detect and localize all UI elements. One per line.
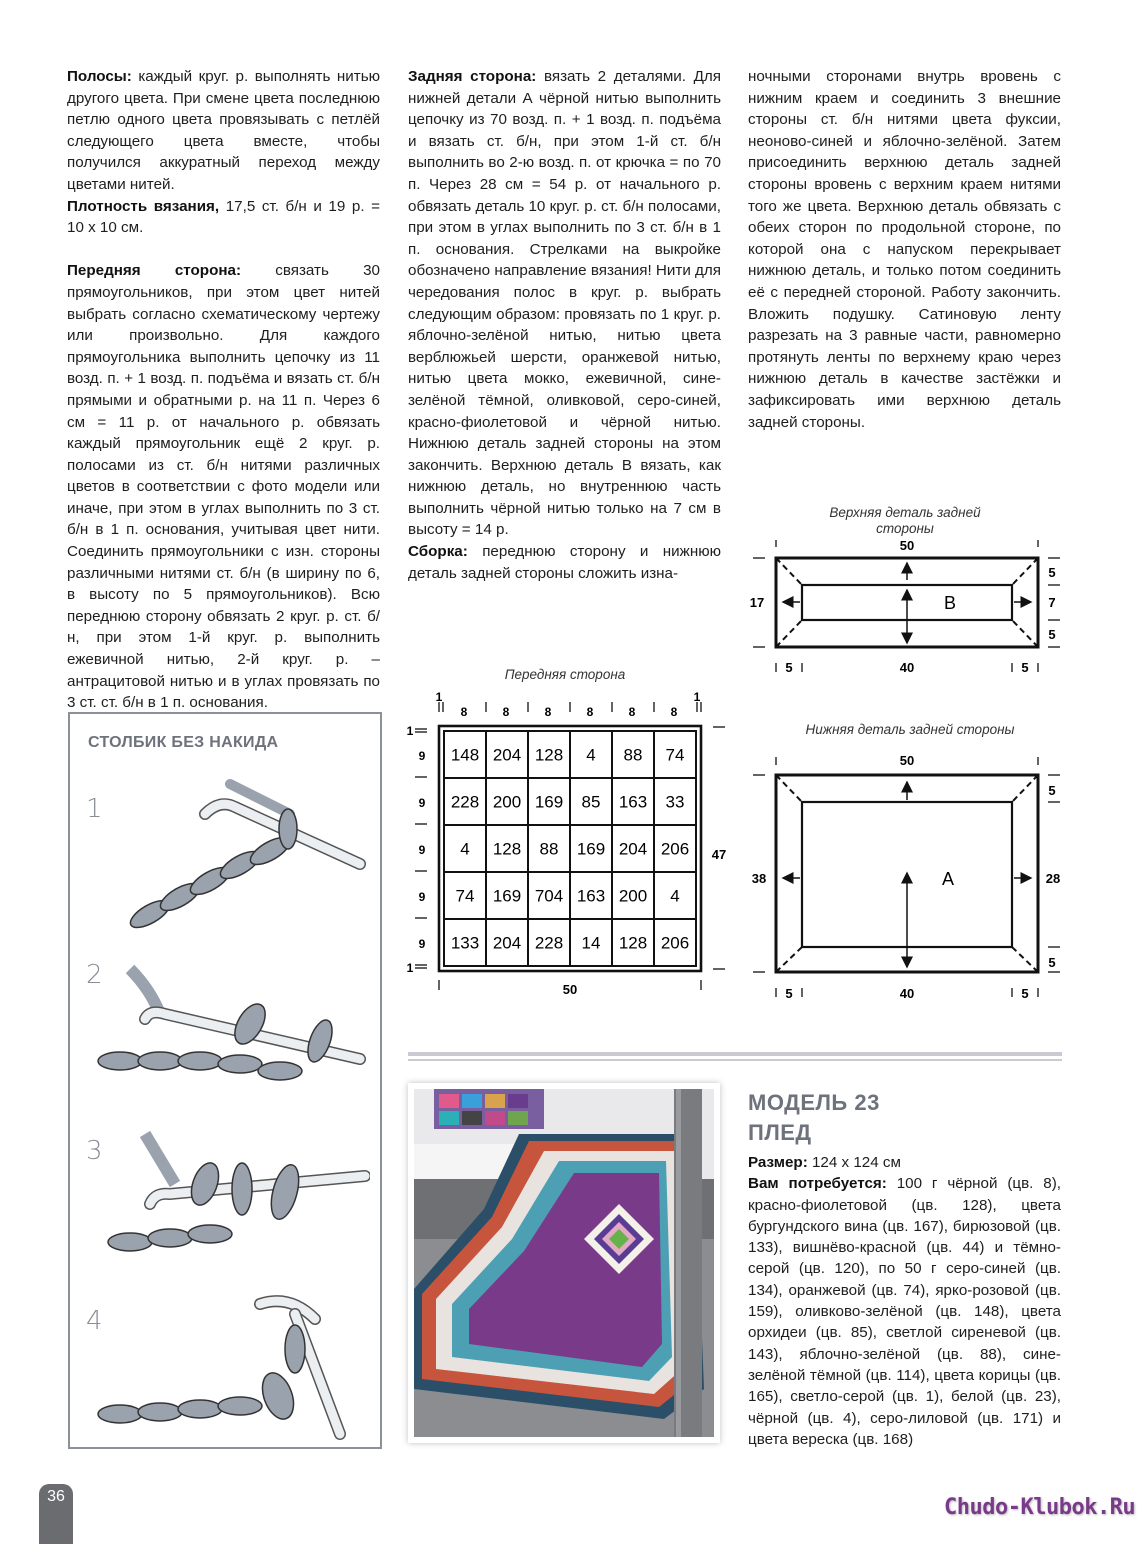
lower-back-dim: 5 bbox=[1048, 783, 1056, 798]
materials-text: 100 г чёрной (цв. 8), красно-фиолетовой (цв. 128), цвета бургундского вина (цв. 167), бирюзовой (цв. 133), вишнёво-красной (цв. 44) и тёмно-серой (цв. 120), по 50 г серо-синей (цв. 134), оранжевой (цв. 74), ярко-розовой (цв. 159), оливково-зелёной (цв. 148), цвета орхидеи (цв. 85), светлой сиреневой (цв. 143), яблочно-зелёной (цв. 88), сине-зелёной тёмной (цв. 114), цвета корицы (цв. 165), светло-серой (цв. 1), белой (цв. 23), чёрной (цв. 4), серо-лиловой (цв. 171) и цвета вереска (цв. 168) bbox=[748, 1175, 1061, 1448]
lower-back-caption: Нижняя деталь задней стороны bbox=[805, 722, 1015, 737]
grid-cell-color-code: 200 bbox=[492, 792, 522, 812]
grid-cell-color-code: 228 bbox=[450, 792, 480, 812]
grid-cell-color-code: 204 bbox=[492, 933, 522, 953]
edge-label: 1 bbox=[693, 690, 701, 704]
front-diagram-caption: Передняя сторона bbox=[504, 667, 626, 682]
instructions-column-2 bbox=[408, 66, 721, 584]
assembly-continued-text: ночными сторонами внутрь вровень с нижним краем и соединить 3 внешние стороны ст. б/н нитями цвета фуксии, неоново-синей и яблочно-зелёной. Затем присоединить верхнюю деталь задней стороны вровень с верхним краем нитями того же цвета. Верхнюю деталь обвязать с обеих сторон по продольной стороне, по которой она с напуском перекрывает нижнюю деталь, и только потом соединить её с передней стороной. Работу закончить. Вложить подушку. Сатиновую ленту разрезать на 3 равные части, равномерно протянуть ленты по верхнему краю через нижнюю деталь в качестве застёжки и зафиксировать ими верхнюю деталь задней стороны. bbox=[748, 68, 1061, 431]
lower-back-dim: 5 bbox=[1021, 986, 1029, 1001]
row-height-label: 9 bbox=[418, 796, 426, 810]
step-2-illustration bbox=[90, 949, 370, 1099]
lower-back-dim: 5 bbox=[785, 986, 793, 1001]
materials-label: Вам потребуется: bbox=[748, 1175, 887, 1193]
front-side-label: Передняя сторона: bbox=[67, 262, 242, 280]
blanket-photo-image bbox=[414, 1089, 714, 1437]
model-name: ПЛЕД bbox=[748, 1120, 812, 1145]
column-width-label: 8 bbox=[460, 705, 468, 719]
grid-cell-color-code: 163 bbox=[576, 886, 606, 906]
upper-back-caption-line2: стороны bbox=[876, 521, 934, 536]
lower-back-dim: 40 bbox=[899, 986, 915, 1001]
grid-cell-color-code: 206 bbox=[660, 839, 690, 859]
grid-cell-color-code: 128 bbox=[492, 839, 522, 859]
model-heading bbox=[748, 1088, 880, 1148]
grid-cell-color-code: 200 bbox=[618, 886, 648, 906]
column-width-label: 8 bbox=[586, 705, 594, 719]
edge-label: 1 bbox=[406, 724, 414, 738]
lower-back-diagram bbox=[745, 745, 1075, 1005]
stitch-box-title: СТОЛБИК БЕЗ НАКИДА bbox=[88, 734, 279, 751]
step-number: 1 bbox=[86, 794, 103, 824]
grid-cell-color-code: 169 bbox=[576, 839, 606, 859]
back-side-label: Задняя сторона: bbox=[408, 68, 537, 85]
assembly-label: Сборка: bbox=[408, 543, 468, 561]
back-side-paragraph bbox=[408, 66, 721, 541]
grid-cell-color-code: 148 bbox=[450, 745, 480, 765]
upper-back-width: 50 bbox=[899, 538, 915, 553]
row-height-label: 9 bbox=[418, 890, 426, 904]
grid-cell-color-code: 33 bbox=[665, 792, 685, 812]
stripes-label: Полосы: bbox=[67, 68, 132, 85]
lower-back-width: 50 bbox=[899, 753, 915, 768]
edge-label: 1 bbox=[435, 690, 443, 704]
column-width-label: 8 bbox=[670, 705, 678, 719]
gauge-text: 17,5 ст. б/н и 19 р. = 10 х 10 см. bbox=[67, 197, 381, 237]
column-width-label: 8 bbox=[544, 705, 552, 719]
grid-cell-color-code: 14 bbox=[581, 933, 601, 953]
grid-cell-color-code: 169 bbox=[492, 886, 522, 906]
row-height-label: 9 bbox=[418, 843, 426, 857]
step-number: 3 bbox=[86, 1136, 103, 1166]
size-line bbox=[748, 1152, 1061, 1173]
stripes-paragraph bbox=[67, 66, 380, 196]
stripes-text: каждый круг. р. выполнять нитью другого цвета. При смене цвета последнюю петлю одного цвета провязывать с петлёй следующего цвета вместе, чтобы получился аккуратный переход между цветами нитей. bbox=[67, 68, 380, 193]
grid-cell-color-code: 128 bbox=[618, 933, 648, 953]
grid-cell-color-code: 128 bbox=[534, 745, 564, 765]
size-label: Размер: bbox=[748, 1154, 808, 1171]
step-3-illustration bbox=[90, 1114, 370, 1264]
upper-back-height: 17 bbox=[749, 595, 765, 610]
front-total-width: 50 bbox=[562, 982, 578, 997]
front-side-text: связать 30 прямоугольников, при этом цвет нитей выбрать согласно схематическому чертежу или произвольно. Для каждого прямоугольника выполнить цепочку из 11 возд. п. + 1 возд. п. подъёма и вязать ст. б/н прямыми и обратными р. на 11 п. Через 6 см = 11 р. от начального р. обвязать каждый прямоугольник ещё 2 круг. р. полосами из ст. б/н нитями различных цветов в соответствии с фото модели или иначе, при этом в углах выполнить по 3 ст. б/н в 1 п. основания, учитывая цвет нити. Соединить прямоугольники с изн. стороны различными нитями ст. б/н (в ширину по 6, в высоту по 5 прямоугольников). Всю переднюю сторону обвязать 2 круг. р. ст. б/н, при этом 1-й круг. р. выполнить ежевичной нитью, 2-й круг. р. – антрацитовой нитью и в углах провязать по 3 ст. ст. б/н в 1 п. основания. bbox=[67, 262, 380, 712]
back-side-text: вязать 2 деталями. Для нижней детали А чёрной нитью выполнить цепочку из 70 возд. п. + 1 возд. п. подъёма и вязать ст. б/н, при этом 1-й ст. б/н выполнить во 2-ю возд. п. от крючка = по 70 п. Через 28 см = 54 р. от начального р. обвязать деталь 10 круг. р. ст. б/н полосами, при этом в углах выполнить по 3 ст. б/н в 1 п. основания. Стрелками на выкройке обозначено направление вязания! Нити для чередования полос в круг. р. выбрать следующим образом: провязать по 1 круг. р. яблочно-зелёной нитью, нитью цвета верблюжьей шерсти, оранжевой нитью, нитью цвета мокко, ежевичной, сине-зелёной тёмной, оливковой, серо-синей, красно-фиолетовой и чёрной нитью. Нижнюю деталь задней стороны на этом закончить. Верхнюю деталь В вязать, как нижнюю деталь, но внутреннюю часть выполнить чёрной нитью только на 7 см в высоту = 14 р. bbox=[408, 68, 721, 539]
upper-back-caption bbox=[790, 505, 1020, 537]
materials-paragraph bbox=[748, 1173, 1061, 1450]
upper-back-diagram bbox=[745, 535, 1075, 680]
lower-back-dim: 5 bbox=[1048, 955, 1056, 970]
step-1-illustration bbox=[110, 769, 370, 939]
page-number-tab bbox=[39, 1484, 73, 1544]
upper-back-dim: 7 bbox=[1048, 595, 1056, 610]
upper-back-dim: 5 bbox=[1048, 565, 1056, 580]
gauge-paragraph bbox=[67, 196, 380, 239]
assembly-text: переднюю сторону и нижнюю деталь задней стороны сложить изна- bbox=[408, 543, 721, 582]
grid-cell-color-code: 4 bbox=[460, 839, 470, 859]
grid-cell-color-code: 85 bbox=[581, 792, 601, 812]
grid-cell-color-code: 204 bbox=[618, 839, 648, 859]
upper-back-piece-label: B bbox=[943, 593, 957, 613]
lower-back-piece-label: A bbox=[941, 869, 955, 889]
upper-back-dim: 5 bbox=[1048, 627, 1056, 642]
model-number: МОДЕЛЬ 23 bbox=[748, 1090, 880, 1115]
grid-cell-color-code: 133 bbox=[450, 933, 480, 953]
step-number: 2 bbox=[86, 960, 103, 990]
page-number: 36 bbox=[47, 1488, 65, 1505]
section-divider bbox=[408, 1052, 1062, 1056]
grid-cell-color-code: 206 bbox=[660, 933, 690, 953]
column-width-label: 8 bbox=[628, 705, 636, 719]
grid-cell-color-code: 88 bbox=[623, 745, 643, 765]
instructions-column-1 bbox=[67, 66, 380, 714]
upper-back-dim: 40 bbox=[899, 660, 915, 675]
grid-cell-color-code: 163 bbox=[618, 792, 648, 812]
size-value: 124 х 124 см bbox=[807, 1154, 901, 1171]
grid-cell-color-code: 4 bbox=[670, 886, 680, 906]
grid-cell-color-code: 228 bbox=[534, 933, 564, 953]
column-width-label: 8 bbox=[502, 705, 510, 719]
grid-cell-color-code: 4 bbox=[586, 745, 596, 765]
photo-frame bbox=[414, 1089, 714, 1437]
grid-cell-color-code: 169 bbox=[534, 792, 564, 812]
edge-label: 1 bbox=[406, 961, 414, 975]
grid-cell-color-code: 74 bbox=[455, 886, 475, 906]
grid-cell-color-code: 704 bbox=[534, 886, 564, 906]
section-divider-thin bbox=[408, 1059, 1062, 1061]
grid-cell-color-code: 74 bbox=[665, 745, 685, 765]
grid-cell-color-code: 88 bbox=[539, 839, 559, 859]
site-watermark: Chudo-Klubok.Ru bbox=[944, 1495, 1136, 1520]
upper-back-caption-line1: Верхняя деталь задней bbox=[829, 505, 981, 520]
front-side-diagram bbox=[400, 685, 745, 1000]
assembly-paragraph bbox=[408, 541, 721, 584]
upper-back-dim: 5 bbox=[785, 660, 793, 675]
lower-back-height-left: 38 bbox=[751, 871, 767, 886]
single-crochet-tutorial-box bbox=[68, 712, 382, 1449]
gauge-label: Плотность вязания, bbox=[67, 197, 220, 215]
blanket-photo bbox=[408, 1083, 720, 1443]
upper-back-dim: 5 bbox=[1021, 660, 1029, 675]
grid-cell-color-code: 204 bbox=[492, 745, 522, 765]
row-height-label: 9 bbox=[418, 749, 426, 763]
model-details bbox=[748, 1152, 1061, 1450]
instructions-column-3 bbox=[748, 66, 1061, 433]
step-4-illustration bbox=[90, 1284, 370, 1444]
row-height-label: 9 bbox=[418, 937, 426, 951]
front-total-height: 47 bbox=[711, 847, 727, 862]
step-number: 4 bbox=[86, 1306, 103, 1336]
front-side-paragraph bbox=[67, 260, 380, 713]
lower-back-height-right: 28 bbox=[1045, 871, 1061, 886]
front-grid bbox=[444, 731, 696, 966]
